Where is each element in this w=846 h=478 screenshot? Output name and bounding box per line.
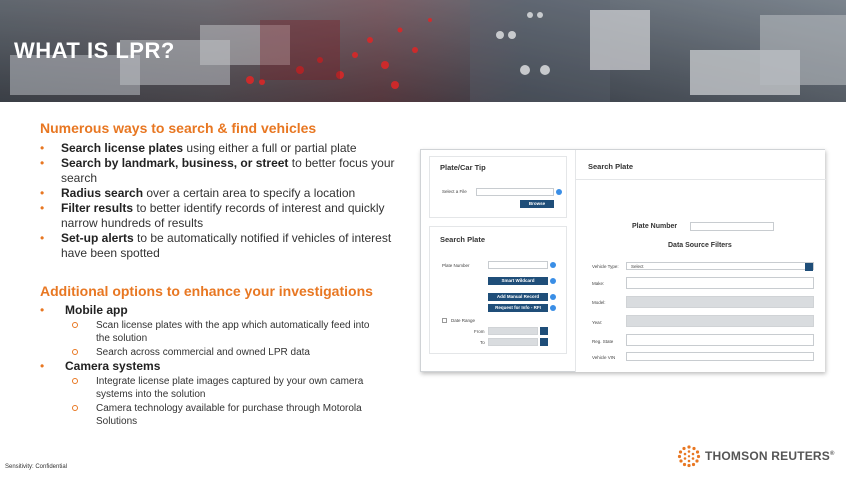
section-heading-search: Numerous ways to search & find vehicles: [40, 120, 317, 136]
sub-text: Search across commercial and owned LPR data: [96, 347, 310, 358]
bullet-bold: Search license plates: [61, 141, 184, 155]
list-item: [40, 359, 420, 374]
option-label: Mobile app: [65, 303, 128, 317]
request-info-button[interactable]: Request for Info - RFI: [488, 304, 548, 312]
bullet-icon: •: [40, 186, 45, 200]
page-title: WHAT IS LPR?: [14, 38, 175, 63]
list-item: [40, 156, 420, 186]
select-file-label: Select a File: [442, 189, 467, 194]
bullet-bold: Filter results: [61, 201, 134, 215]
bullet-icon: •: [40, 201, 45, 215]
sub-list-item: [40, 402, 370, 428]
calendar-icon[interactable]: [540, 338, 548, 346]
add-manual-record-button[interactable]: Add Manual Record: [488, 293, 548, 301]
ring-bullet-icon: [72, 322, 78, 328]
card-title: Search Plate: [440, 235, 486, 244]
option-label: Camera systems: [65, 359, 161, 373]
info-icon[interactable]: [556, 189, 562, 195]
reg-state-label: Reg. State: [592, 339, 614, 344]
sub-text: Integrate license plate images captured by your own camera systems into the solution: [96, 376, 364, 400]
sensitivity-label: Sensitivity: Confidential: [5, 464, 68, 470]
reg-state-input[interactable]: [626, 334, 814, 346]
sub-text: Scan license plates with the app which automatically feed into the solution: [96, 320, 370, 344]
vehicle-vin-label: Vehicle VIN: [592, 355, 616, 360]
plate-number-input[interactable]: [690, 222, 774, 231]
sub-list-item: [40, 346, 370, 359]
divider: [576, 179, 826, 180]
search-plate-card: [429, 226, 567, 354]
bullet-icon: •: [40, 141, 45, 155]
slide-content: [40, 120, 420, 428]
year-label: Year:: [592, 320, 603, 325]
bullet-bold: Search by landmark, business, or street: [61, 156, 289, 170]
from-date-input[interactable]: [488, 327, 538, 335]
filters-title: Data Source Filters: [668, 242, 732, 249]
search-features-list: [40, 141, 420, 261]
plate-number-label: Plate Number: [442, 263, 470, 268]
search-plate-filters-panel: [575, 150, 825, 372]
registered-mark: ®: [830, 451, 835, 457]
ring-bullet-icon: [72, 349, 78, 355]
bullet-text: to better focus your search: [61, 156, 395, 185]
brand-name: [705, 449, 835, 463]
make-input[interactable]: [626, 277, 814, 289]
vehicle-type-select[interactable]: [626, 262, 814, 270]
vehicle-vin-input[interactable]: [626, 352, 814, 361]
section-heading-additional: Additional options to enhance your investigations: [40, 283, 373, 299]
plate-number-label: Plate Number: [632, 223, 678, 230]
brand-dots-icon: [677, 444, 701, 468]
bullet-bold: Set-up alerts: [61, 231, 134, 245]
from-label: From: [474, 329, 485, 334]
bullet-bold: Radius search: [61, 186, 144, 200]
sub-text: Camera technology available for purchase through Motorola Solutions: [96, 403, 362, 427]
section-additional: [40, 283, 420, 428]
bullet-icon: •: [40, 359, 45, 373]
list-item: [40, 141, 420, 156]
info-icon[interactable]: [550, 278, 556, 284]
ring-bullet-icon: [72, 405, 78, 411]
bullet-text: over a certain area to specify a location: [143, 186, 356, 200]
bullet-text: to better identify records of interest and quickly narrow hundreds of results: [61, 201, 385, 230]
to-date-input[interactable]: [488, 338, 538, 346]
bullet-text: to be automatically notified if vehicles of interest have been spotted: [61, 231, 392, 260]
make-label: Make:: [592, 281, 605, 286]
chevron-down-icon[interactable]: [805, 263, 813, 271]
info-icon[interactable]: [550, 294, 556, 300]
list-item: [40, 201, 420, 231]
sub-list-item: [40, 375, 370, 401]
list-item: [40, 303, 420, 318]
bullet-icon: •: [40, 231, 45, 245]
card-title: Plate/Car Tip: [440, 163, 486, 172]
sub-list-item: [40, 319, 370, 345]
thomson-reuters-logo: [677, 444, 837, 468]
calendar-icon[interactable]: [540, 327, 548, 335]
model-label: Model:: [592, 300, 606, 305]
year-input[interactable]: [626, 315, 814, 327]
select-value: Select: [631, 264, 644, 269]
model-input[interactable]: [626, 296, 814, 308]
smart-wildcard-button[interactable]: Smart Wildcard: [488, 277, 548, 285]
list-item: [40, 231, 420, 261]
ring-bullet-icon: [72, 378, 78, 384]
info-icon[interactable]: [550, 305, 556, 311]
vehicle-type-label: Vehicle Type:: [592, 264, 619, 269]
date-range-checkbox[interactable]: [442, 318, 447, 323]
card-title: Search Plate: [588, 162, 634, 171]
bullet-icon: •: [40, 156, 45, 170]
options-list: [40, 303, 420, 428]
bullet-icon: •: [40, 303, 45, 317]
to-label: To: [480, 340, 485, 345]
header-banner: [0, 0, 846, 102]
brand-text: THOMSON REUTERS: [705, 449, 831, 463]
bullet-text: using either a full or partial plate: [183, 141, 357, 155]
app-screenshot: [420, 149, 825, 372]
browse-button[interactable]: Browse: [520, 200, 554, 208]
file-input[interactable]: [476, 188, 554, 196]
list-item: [40, 186, 420, 201]
plate-number-input[interactable]: [488, 261, 548, 269]
date-range-label: Date Range: [451, 318, 476, 323]
plate-car-tip-card: [429, 156, 567, 218]
info-icon[interactable]: [550, 262, 556, 268]
